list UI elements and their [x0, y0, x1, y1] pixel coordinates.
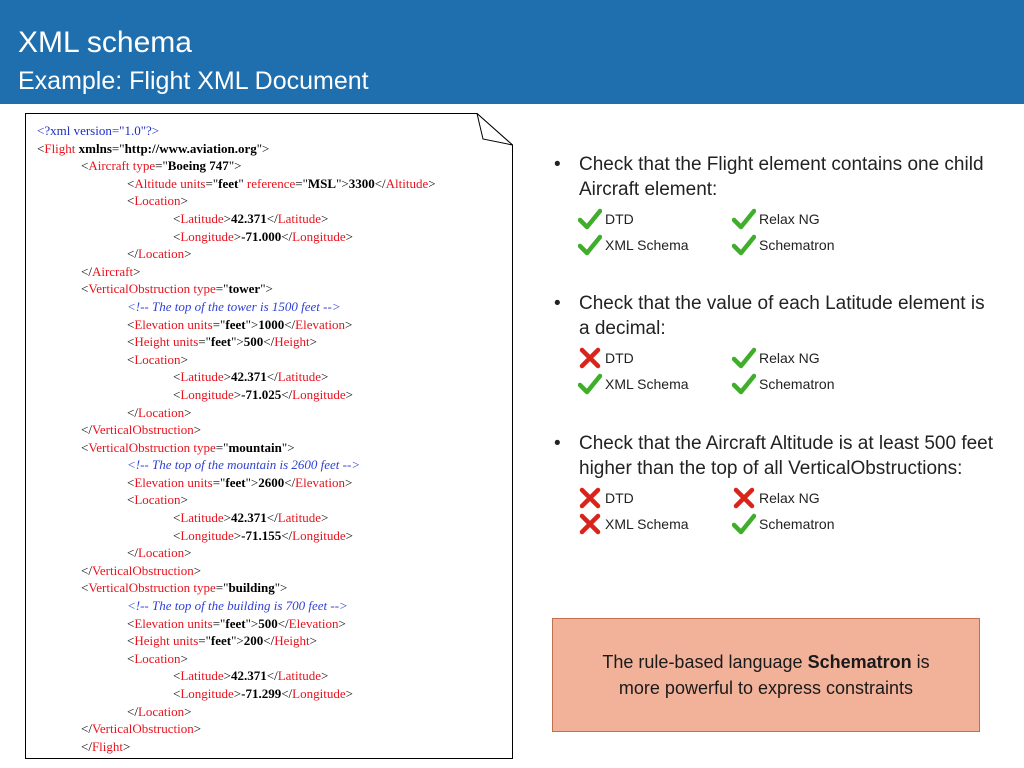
xml-line: <Latitude>42.371</Latitude> [173, 510, 329, 526]
xml-line: <Longitude>-71.155</Longitude> [173, 527, 353, 543]
check-item: Schematron [732, 234, 834, 256]
pass-check-icon [578, 208, 602, 230]
check-item: Schematron [732, 373, 834, 395]
slide-subtitle: Example: Flight XML Document [18, 67, 369, 95]
xml-line: <Elevation units="feet">1000</Elevation> [127, 316, 353, 332]
bullet-text: Check that the value of each Latitude element is a decimal: [579, 293, 985, 339]
callout-bold: Schematron [807, 652, 912, 672]
check-item: Schematron [732, 513, 834, 535]
xml-line: <Location> [127, 492, 188, 508]
xml-line: <Flight xmlns="http://www.aviation.org"> [37, 140, 270, 156]
pass-check-icon [732, 373, 756, 395]
xml-line [37, 456, 436, 474]
check-grid [578, 208, 994, 260]
xml-line: <Longitude>-71.000</Longitude> [173, 228, 353, 244]
xml-line: </Location> [127, 703, 192, 719]
bullet-item [554, 431, 994, 481]
xmlns-attr: xmlns [78, 140, 112, 156]
xml-line: <Latitude>42.371</Latitude> [173, 668, 329, 684]
xml-line: <VerticalObstruction type="mountain"> [81, 439, 295, 455]
fail-cross-icon [578, 513, 602, 535]
xmlns-value: http://www.aviation.org [124, 140, 257, 156]
xml-line: <VerticalObstruction type="building"> [81, 580, 288, 596]
bullet-text: Check that the Flight element contains one child Aircraft element: [579, 154, 984, 200]
xml-line: <Altitude units="feet" reference="MSL">3300</Altitude> [127, 175, 436, 191]
xml-comment: <!-- The top of the building is 700 feet --> [127, 598, 348, 614]
xml-document-panel [25, 113, 513, 759]
bullet-text: Check that the Aircraft Altitude is at least 500 feet higher than the top of all VerticalObstructions: [579, 433, 994, 479]
check-item: XML Schema [578, 373, 689, 395]
bullet-icon: • [554, 293, 561, 314]
check-item: XML Schema [578, 234, 689, 256]
pass-check-icon [578, 234, 602, 256]
pass-check-icon [732, 234, 756, 256]
pass-check-icon [732, 347, 756, 369]
xml-line: <Elevation units="feet">500</Elevation> [127, 615, 346, 631]
callout-box [552, 618, 980, 732]
xml-line: </Aircraft> [81, 263, 141, 279]
xml-line [37, 122, 436, 140]
pass-check-icon [732, 208, 756, 230]
check-section-1 [554, 152, 994, 260]
xml-line: </Location> [127, 246, 192, 262]
slide-title: XML schema [18, 26, 192, 59]
bullet-icon: • [554, 154, 561, 175]
xml-line: </Flight> [81, 738, 131, 754]
bullet-item [554, 152, 994, 202]
xml-line: </VerticalObstruction> [81, 422, 202, 438]
check-item: Relax NG [732, 487, 820, 509]
check-item: Relax NG [732, 208, 820, 230]
check-item: DTD [578, 208, 634, 230]
fail-cross-icon [578, 347, 602, 369]
xml-line: <Latitude>42.371</Latitude> [173, 210, 329, 226]
xml-line: </Location> [127, 545, 192, 561]
xml-line: <Longitude>-71.025</Longitude> [173, 386, 353, 402]
xml-line: <Height units="feet">200</Height> [127, 633, 317, 649]
xml-line: <Latitude>42.371</Latitude> [173, 369, 329, 385]
xml-line: </VerticalObstruction> [81, 721, 202, 737]
pass-check-icon [578, 373, 602, 395]
xml-line [37, 597, 436, 615]
slide-header [0, 0, 1024, 104]
check-grid [578, 347, 994, 399]
altitude-value: 3300 [348, 175, 375, 191]
xml-code [37, 122, 436, 755]
check-item: Relax NG [732, 347, 820, 369]
fail-cross-icon [578, 487, 602, 509]
xml-comment: <!-- The top of the mountain is 2600 feet --> [127, 457, 361, 473]
xml-comment: <!-- The top of the tower is 1500 feet --> [127, 298, 341, 314]
pass-check-icon [732, 513, 756, 535]
fail-cross-icon [732, 487, 756, 509]
check-item: DTD [578, 347, 634, 369]
check-section-3 [554, 431, 994, 539]
bullet-icon: • [554, 433, 561, 454]
xml-line: <Elevation units="feet">2600</Elevation> [127, 474, 353, 490]
flight-tag: Flight [44, 140, 76, 156]
aircraft-type: Boeing 747 [167, 158, 229, 174]
check-item: DTD [578, 487, 634, 509]
xml-line: <Aircraft type="Boeing 747"> [81, 158, 242, 174]
check-item: XML Schema [578, 513, 689, 535]
xml-line [37, 298, 436, 316]
xml-line: <Location> [127, 193, 188, 209]
xml-line: <Location> [127, 650, 188, 666]
xml-line: <Location> [127, 351, 188, 367]
check-section-2 [554, 291, 994, 399]
xml-declaration: <?xml version="1.0"?> [37, 123, 160, 138]
xml-line: <Longitude>-71.299</Longitude> [173, 686, 353, 701]
xml-line: </Location> [127, 404, 192, 420]
callout-text: The rule-based language Schematron is more powerful to express constraints [602, 652, 930, 698]
xml-line: <VerticalObstruction type="tower"> [81, 281, 273, 297]
check-grid [578, 487, 994, 539]
xml-line: <Height units="feet">500</Height> [127, 334, 317, 350]
xml-line: </VerticalObstruction> [81, 562, 202, 578]
bullet-item [554, 291, 994, 341]
